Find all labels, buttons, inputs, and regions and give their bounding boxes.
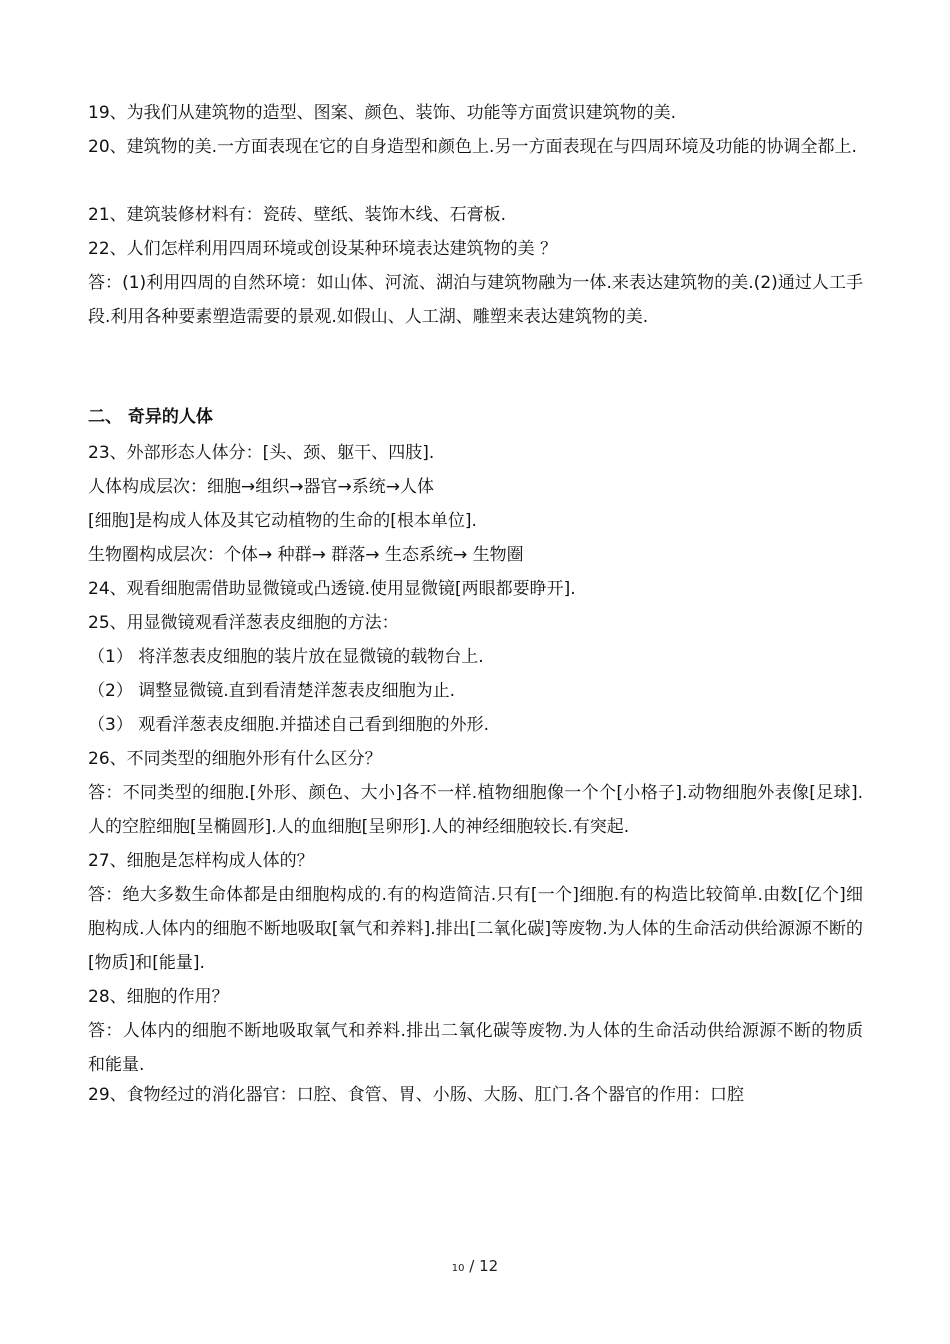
body-structure-levels: 人体构成层次：细胞→组织→器官→系统→人体 [88, 477, 434, 497]
item-29: 29、食物经过的消化器官：口腔、食管、胃、小肠、大肠、肛门.各个器官的作用：口腔 [88, 1085, 745, 1105]
section-heading: 二、 奇异的人体 [88, 407, 213, 427]
item-28-answer: 答：人体内的细胞不断地吸取氧气和养料.排出二氧化碳等废物.为人体的生命活动供给源源不断的物质和能量. [88, 1021, 863, 1075]
page-number: 10 [451, 1263, 465, 1274]
item-22-answer: 答：(1)利用四周的自然环境：如山体、河流、湖泊与建筑物融为一体.来表达建筑物的美.(2)通过人工手段.利用各种要素塑造需要的景观.如假山、人工湖、雕塑来表达建筑物的美. [88, 273, 863, 327]
item-27-answer: 答：绝大多数生命体都是由细胞构成的.有的构造简洁.只有[一个]细胞.有的构造比较简单.由数[亿个]细胞构成.人体内的细胞不断地吸取[氧气和养料].排出[二氧化碳]等废物.为人体的生命活动供给源源不断的[物质]和[能量]. [88, 885, 863, 973]
item-25: 25、用显微镜观看洋葱表皮细胞的方法： [88, 613, 399, 633]
item-23: 23、外部形态人体分：[头、颈、躯干、四肢]. [88, 443, 435, 463]
item-28-question: 28、细胞的作用？ [88, 987, 229, 1007]
item-25-step-1: （1） 将洋葱表皮细胞的装片放在显微镜的载物台上. [88, 647, 484, 667]
item-24: 24、观看细胞需借助显微镜或凸透镜.使用显微镜[两眼都要睁开]. [88, 579, 576, 599]
page-footer [0, 1256, 950, 1276]
item-21: 21、建筑装修材料有：瓷砖、壁纸、装饰木线、石膏板. [88, 205, 507, 225]
item-22-question: 22、人们怎样利用四周环境或创设某种环境表达建筑物的美 ？ [88, 239, 558, 259]
item-26-question: 26、不同类型的细胞外形有什么区分？ [88, 749, 382, 769]
item-25-step-2: （2） 调整显微镜.直到看清楚洋葱表皮细胞为止. [88, 681, 456, 701]
item-19: 19、为我们从建筑物的造型、图案、颜色、装饰、功能等方面赏识建筑物的美. [88, 103, 677, 123]
biosphere-levels: 生物圈构成层次：个体→ 种群→ 群落→ 生态系统→ 生物圈 [88, 545, 524, 565]
item-25-step-3: （3） 观看洋葱表皮细胞.并描述自己看到细胞的外形. [88, 715, 490, 735]
page-total: / 12 [464, 1257, 499, 1275]
item-27-question: 27、细胞是怎样构成人体的？ [88, 851, 314, 871]
item-26-answer: 答：不同类型的细胞.[外形、颜色、大小]各不一样.植物细胞像一个个[小格子].动物细胞外表像[足球].人的空腔细胞[呈椭圆形].人的血细胞[呈卵形].人的神经细胞较长.有突起. [88, 783, 863, 837]
item-20: 20、建筑物的美.一方面表现在它的自身造型和颜色上.另一方面表现在与四周环境及功能的协调全都上. [88, 137, 857, 157]
cell-definition: [细胞]是构成人体及其它动植物的生命的[根本单位]. [88, 511, 477, 531]
